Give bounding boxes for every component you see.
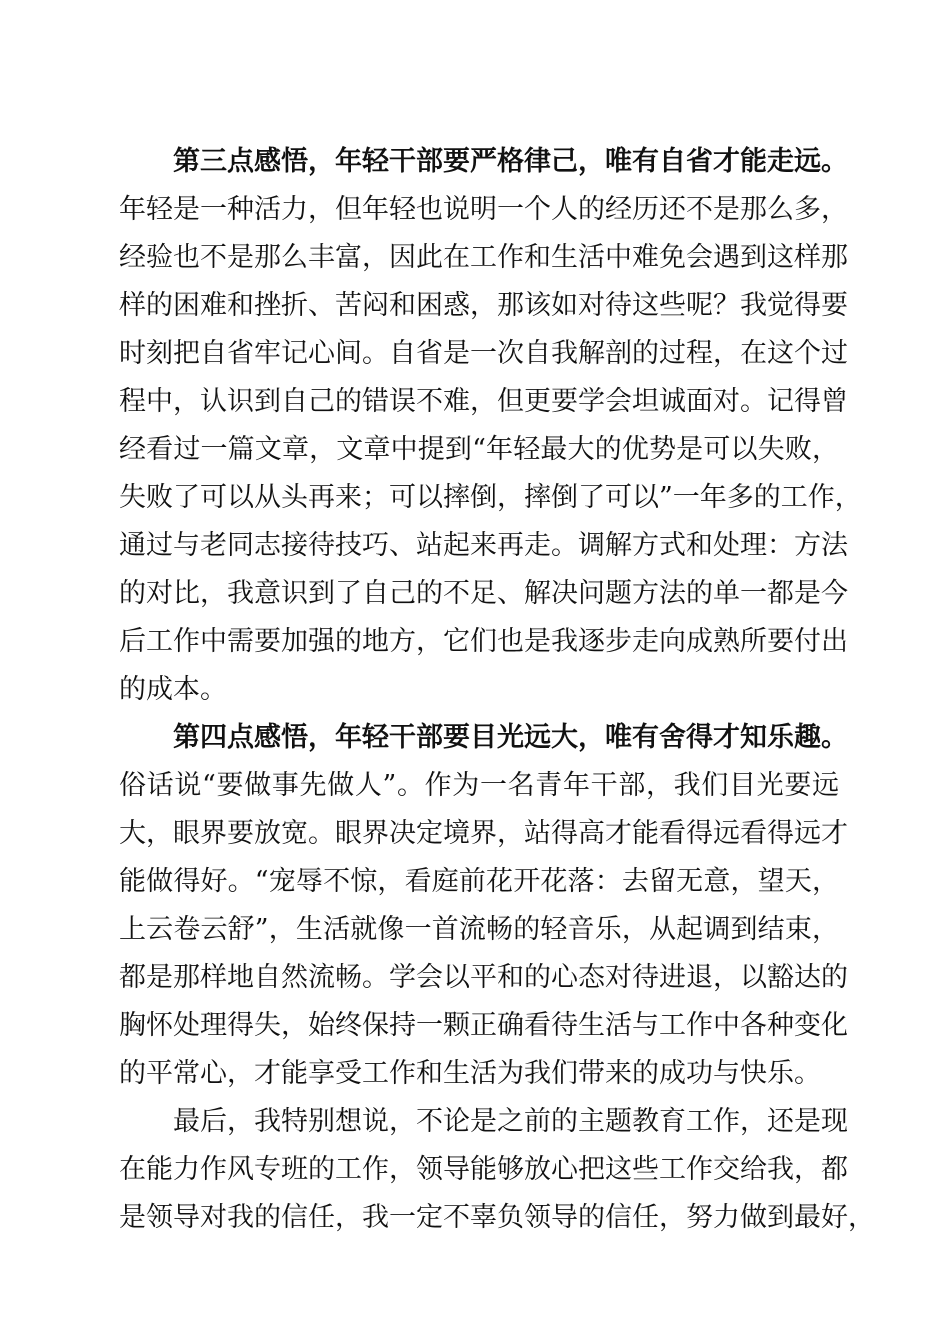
- text-line: 都是那样地自然流畅。学会以平和的心态对待进退，以豁达的: [119, 962, 848, 993]
- paragraph-4-heading: 第四点感悟，年轻干部要目光远大，唯有舍得才知乐趣。: [173, 722, 848, 753]
- text-line: 样的困难和挫折、苦闷和困惑，那该如对待这些呢？我觉得要: [119, 290, 848, 321]
- text-line: 胸怀处理得失，始终保持一颗正确看待生活与工作中各种变化: [119, 1010, 848, 1041]
- text-line: 后工作中需要加强的地方，它们也是我逐步走向成熟所要付出: [119, 626, 848, 657]
- text-line: 经验也不是那么丰富，因此在工作和生活中难免会遇到这样那: [119, 242, 848, 273]
- text-line: 上云卷云舒”，生活就像一首流畅的轻音乐，从起调到结束，: [119, 914, 839, 945]
- text-line: 在能力作风专班的工作，领导能够放心把这些工作交给我，都: [119, 1154, 848, 1185]
- text-line: 大，眼界要放宽。眼界决定境界，站得高才能看得远看得远才: [119, 818, 848, 849]
- text-line: 时刻把自省牢记心间。自省是一次自我解剖的过程，在这个过: [119, 338, 848, 369]
- text-line: 失败了可以从头再来；可以摔倒，摔倒了可以”一年多的工作，: [119, 482, 862, 513]
- text-line: 通过与老同志接待技巧、站起来再走。调解方式和处理：方法: [119, 530, 848, 561]
- text-line: 经看过一篇文章，文章中提到“年轻最大的优势是可以失败，: [119, 434, 839, 465]
- text-line: 是领导对我的信任，我一定不辜负领导的信任，努力做到最好，: [119, 1202, 875, 1233]
- text-line: 的平常心，才能享受工作和生活为我们带来的成功与快乐。: [119, 1058, 821, 1089]
- text-line: 年轻是一种活力，但年轻也说明一个人的经历还不是那么多，: [119, 194, 848, 225]
- paragraph-5-first-line: 最后，我特别想说，不论是之前的主题教育工作，还是现: [173, 1106, 848, 1137]
- text-line: 能做得好。“宠辱不惊，看庭前花开花落：去留无意，望天，: [119, 866, 839, 897]
- text-line: 程中，认识到自己的错误不难，但更要学会坦诚面对。记得曾: [119, 386, 848, 417]
- text-line: 俗话说“要做事先做人”。作为一名青年干部，我们目光要远: [119, 770, 839, 801]
- text-line: 的成本。: [119, 674, 227, 705]
- text-line: 的对比，我意识到了自己的不足、解决问题方法的单一都是今: [119, 578, 848, 609]
- paragraph-3-heading: 第三点感悟，年轻干部要严格律己，唯有自省才能走远。: [173, 146, 848, 177]
